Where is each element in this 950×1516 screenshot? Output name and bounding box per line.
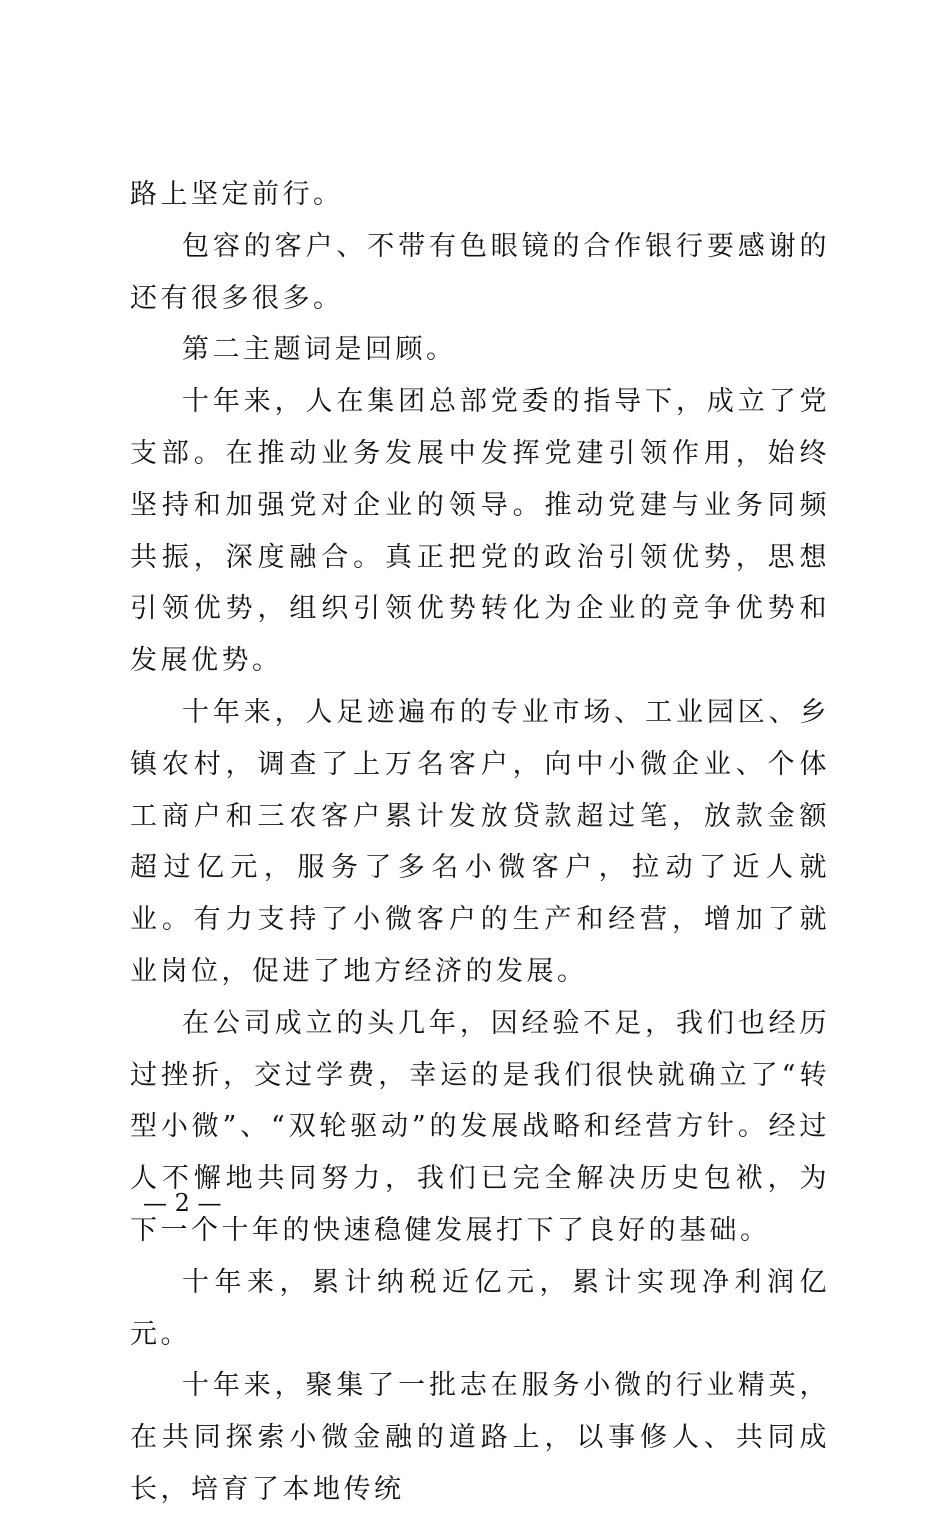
paragraph-5: 十年来，人足迹遍布的专业市场、工业园区、乡镇农村，调查了上万名客户，向中小微企业、个体工商户和三农客户累计发放贷款超过笔，放款金额超过亿元，服务了多名小微客户，拉动了近人就业。有力支持了小微客户的生产和经营，增加了就业岗位，促进了地方经济的发展。 (130, 696, 830, 987)
paragraph-7: 十年来，累计纳税近亿元，累计实现净利润亿元。 (130, 1266, 830, 1350)
paragraph-6: 在公司成立的头几年，因经验不足，我们也经历过挫折，交过学费，幸运的是我们很快就确立了“转型小微”、“双轮驱动”的发展战略和经营方针。经过人不懈地共同努力，我们已完全解决历史包袱，为下一个十年的快速稳健发展打下了良好的基础。 (130, 1007, 830, 1246)
document-body (130, 169, 830, 1516)
paragraph-8: 十年来，聚集了一批志在服务小微的行业精英，在共同探索小微金融的道路上，以事修人、共同成长，培育了本地传统 (130, 1370, 830, 1505)
paragraph-1: 路上坚定前行。 (130, 179, 344, 210)
paragraph-4: 十年来，人在集团总部党委的指导下，成立了党支部。在推动业务发展中发挥党建引领作用，始终坚持和加强党对企业的领导。推动党建与业务同频共振，深度融合。真正把党的政治引领优势，思想引领优势，组织引领优势转化为企业的竞争优势和发展优势。 (130, 386, 830, 677)
paragraph-2: 包容的客户、不带有色眼镜的合作银行要感谢的还有很多很多。 (130, 230, 830, 314)
page-number: — 2 — (143, 1189, 222, 1217)
paragraph-3: 第二主题词是回顾。 (182, 334, 457, 366)
